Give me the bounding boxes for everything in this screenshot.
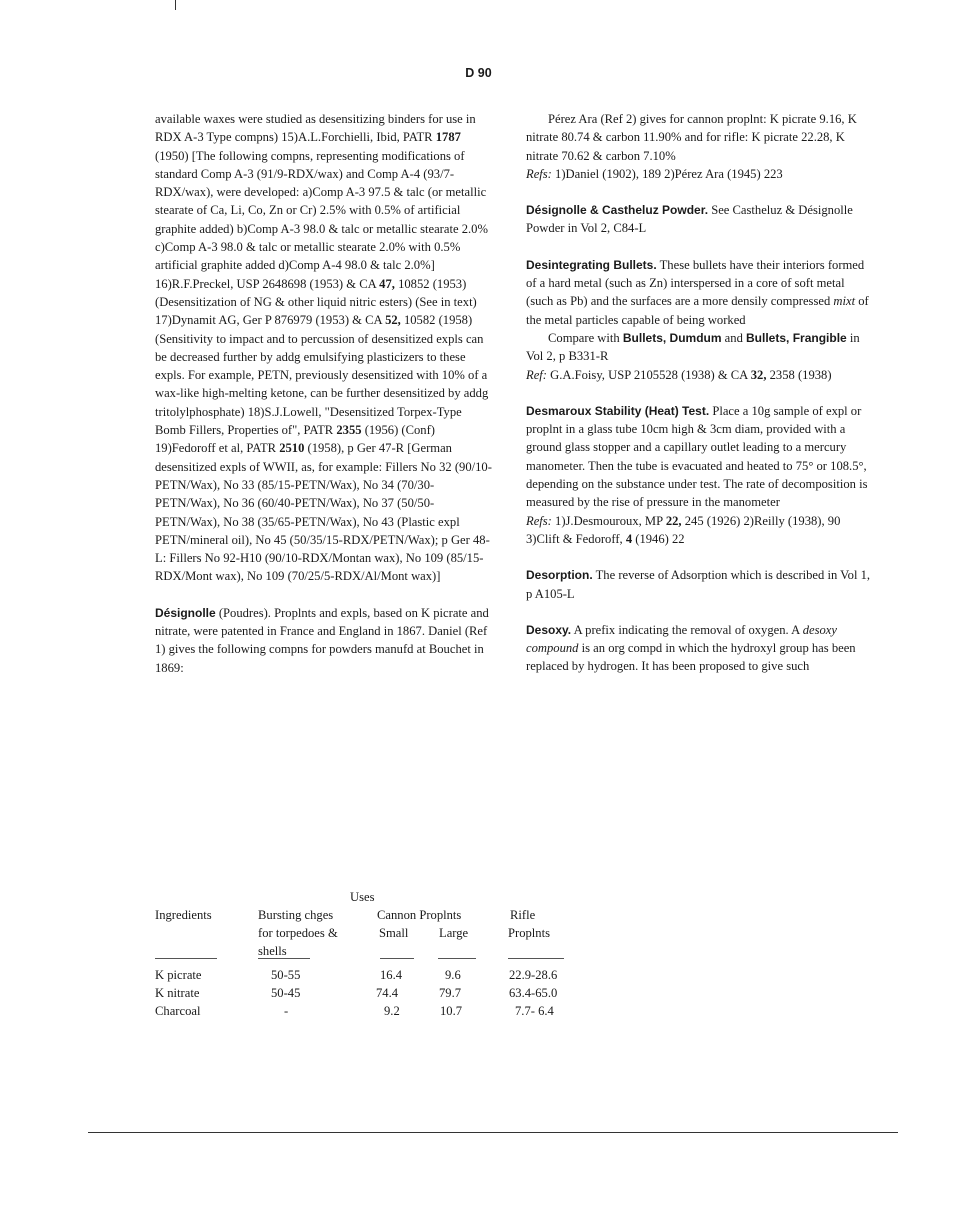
rule-bursting (258, 958, 310, 959)
uses-label: Uses (350, 890, 375, 904)
castheluz-entry: Désignolle & Castheluz Powder. See Castheluz & Désignolle Powder in Vol 2, C84-L (526, 203, 853, 236)
desmaroux-heading: Desmaroux Stability (Heat) Test. (526, 403, 710, 418)
references-continuation: available waxes were studied as desensitizing binders for use in RDX A-3 Type compns) 15)A.L.Forchielli, Ibid, PATR 1787 (1950) [The following compns, representing modifications of standard Comp A-3 (91/9-RDX/wax) and Comp A-4 (93/7-RDX/wax), were developed: a)Comp A-3 97.5 & talc (or metallic stearate of Ca, Li, Co, Zn or Cr) 2.5% with 0.5% of artificial graphite added) b)Comp A-3 98.0 & talc or metallic stearate 2.0% c)Comp A-3 98.0 & talc or metallic stearate 2.0% with 0.5% artificial graphite added d)Comp A-4 98.0 & talc 2.0%] 16)R.F.Preckel, USP 2648698 (1953) & CA 47, 10852 (1953) (Desensitization of NG & other liquid nitric esters) (See in text) 17)Dynamit AG, Ger P 876979 (1953) & CA 52, 10582 (1958) (Sensitivity to impact and to percussion of desensitized expls can be decreased further by addg emulsifying plasticizers to these expls. For example, PETN, previously desensitized with 10% of a wax-like high-melting ketone, can be further desensitized by addg tritolylphosphate) 18)S.J.Lowell, "Desensitized Torpex-Type Bomb Fillers, Properties of", PATR 2355 (1956) (Conf) 19)Fedoroff et al, PATR 2510 (1958), p Ger 47-R [German desensitized expls of WWII, as, for example: Fillers No 32 (90/10-PETN/Wax), No 33 (85/15-PETN/Wax), No 34 (70/30-PETN/Wax), No 36 (60/40-PETN/Wax), No 37 (50/50-PETN/Wax), No 38 (35/65-PETN/Wax), No 43 (Plastic expl PETN/mineral oil), No 45 (50/35/15-RDX/PETN/Wax); p Ger 48-L: Fillers No 92-H10 (90/10-RDX/Montan wax), No 109 (85/15-RDX/Mont wax), No 109 (70/25/5-RDX/Al/Mont wax)] (155, 112, 492, 584)
desoxy-entry: Desoxy. A prefix indicating the removal of oxygen. A desoxy compound is an org compd in which the hydroxyl group has been replaced by hydrogen. It has been proposed to give such (526, 622, 856, 674)
perez-refs: Refs: 1)Daniel (1902), 189 2)Pérez Ara (1945) 223 (526, 166, 783, 181)
bullets-ref: Ref: G.A.Foisy, USP 2105528 (1938) & CA 32, 2358 (1938) (526, 367, 832, 382)
page-number: D 90 (465, 66, 492, 80)
left-column (155, 110, 495, 677)
desmaroux-refs: Refs: 1)J.Desmouroux, MP 22, 245 (1926) 2)Reilly (1938), 90 3)Clift & Fedoroff, 4 (1946) 22 (526, 513, 841, 546)
desorption-entry: Desorption. The reverse of Adsorption which is described in Vol 1, p A105-L (526, 568, 871, 601)
perez-paragraph: Pérez Ara (Ref 2) gives for cannon proplnt: K picrate 9.16, K nitrate 80.74 & carbon 11.90% and for rifle: K picrate 22.28, K nitrate 70.62 & carbon 7.10% (526, 112, 857, 163)
margin-tick-mark (175, 0, 176, 10)
rule-ingredients (155, 958, 217, 959)
rule-rifle (508, 958, 564, 959)
page-footer-rule (88, 1132, 898, 1133)
header-large: Large (439, 926, 469, 940)
bullets-compare: Compare with Bullets, Dumdum and Bullets, Frangible in Vol 2, p B331-R (526, 330, 860, 364)
right-column (526, 110, 871, 676)
header-bursting: Bursting chges (258, 908, 334, 922)
bullets-entry: Desintegrating Bullets. These bullets have their interiors formed of a hard metal (such as Zn) interspersed in a core of soft metal (such as Pb) and the surfaces are a more densily compressed mixt of the metal particles capable of being worked (526, 257, 869, 327)
header-bursting-line3: shells (258, 944, 287, 958)
header-bursting-line2: for torpedoes & (258, 926, 338, 940)
header-ingredients: Ingredients (155, 908, 212, 922)
bullets-heading: Desintegrating Bullets. (526, 257, 657, 272)
castheluz-heading: Désignolle & Castheluz Powder. (526, 203, 709, 218)
rule-large (438, 958, 476, 959)
header-rifle-line2: Proplnts (508, 926, 550, 940)
header-cannon: Cannon Proplnts (377, 908, 462, 922)
desorption-heading: Desorption. (526, 568, 593, 583)
designolle-entry: Désignolle (Poudres). Proplnts and expls, based on K picrate and nitrate, were patented in France and England in 1867. Daniel (Ref 1) gives the following compns for powders manufd at Bouchet in 1869: (155, 605, 489, 675)
rule-small (380, 958, 414, 959)
header-rifle: Rifle (510, 908, 536, 922)
desmaroux-entry: Desmaroux Stability (Heat) Test. Place a 10g sample of expl or proplnt in a glass tube 10cm high & 3cm diam, provided with a ground glass stopper and a capillary outlet leading to a mercury manometer. Then the tube is evacuated and heated to 75° or 108.5°, depending on the substance under test. The rate of decomposition is measured by the rise of pressure in the manometer (526, 403, 868, 510)
header-small: Small (379, 926, 409, 940)
designolle-heading: Désignolle (155, 605, 216, 620)
desoxy-heading: Desoxy. (526, 622, 572, 637)
